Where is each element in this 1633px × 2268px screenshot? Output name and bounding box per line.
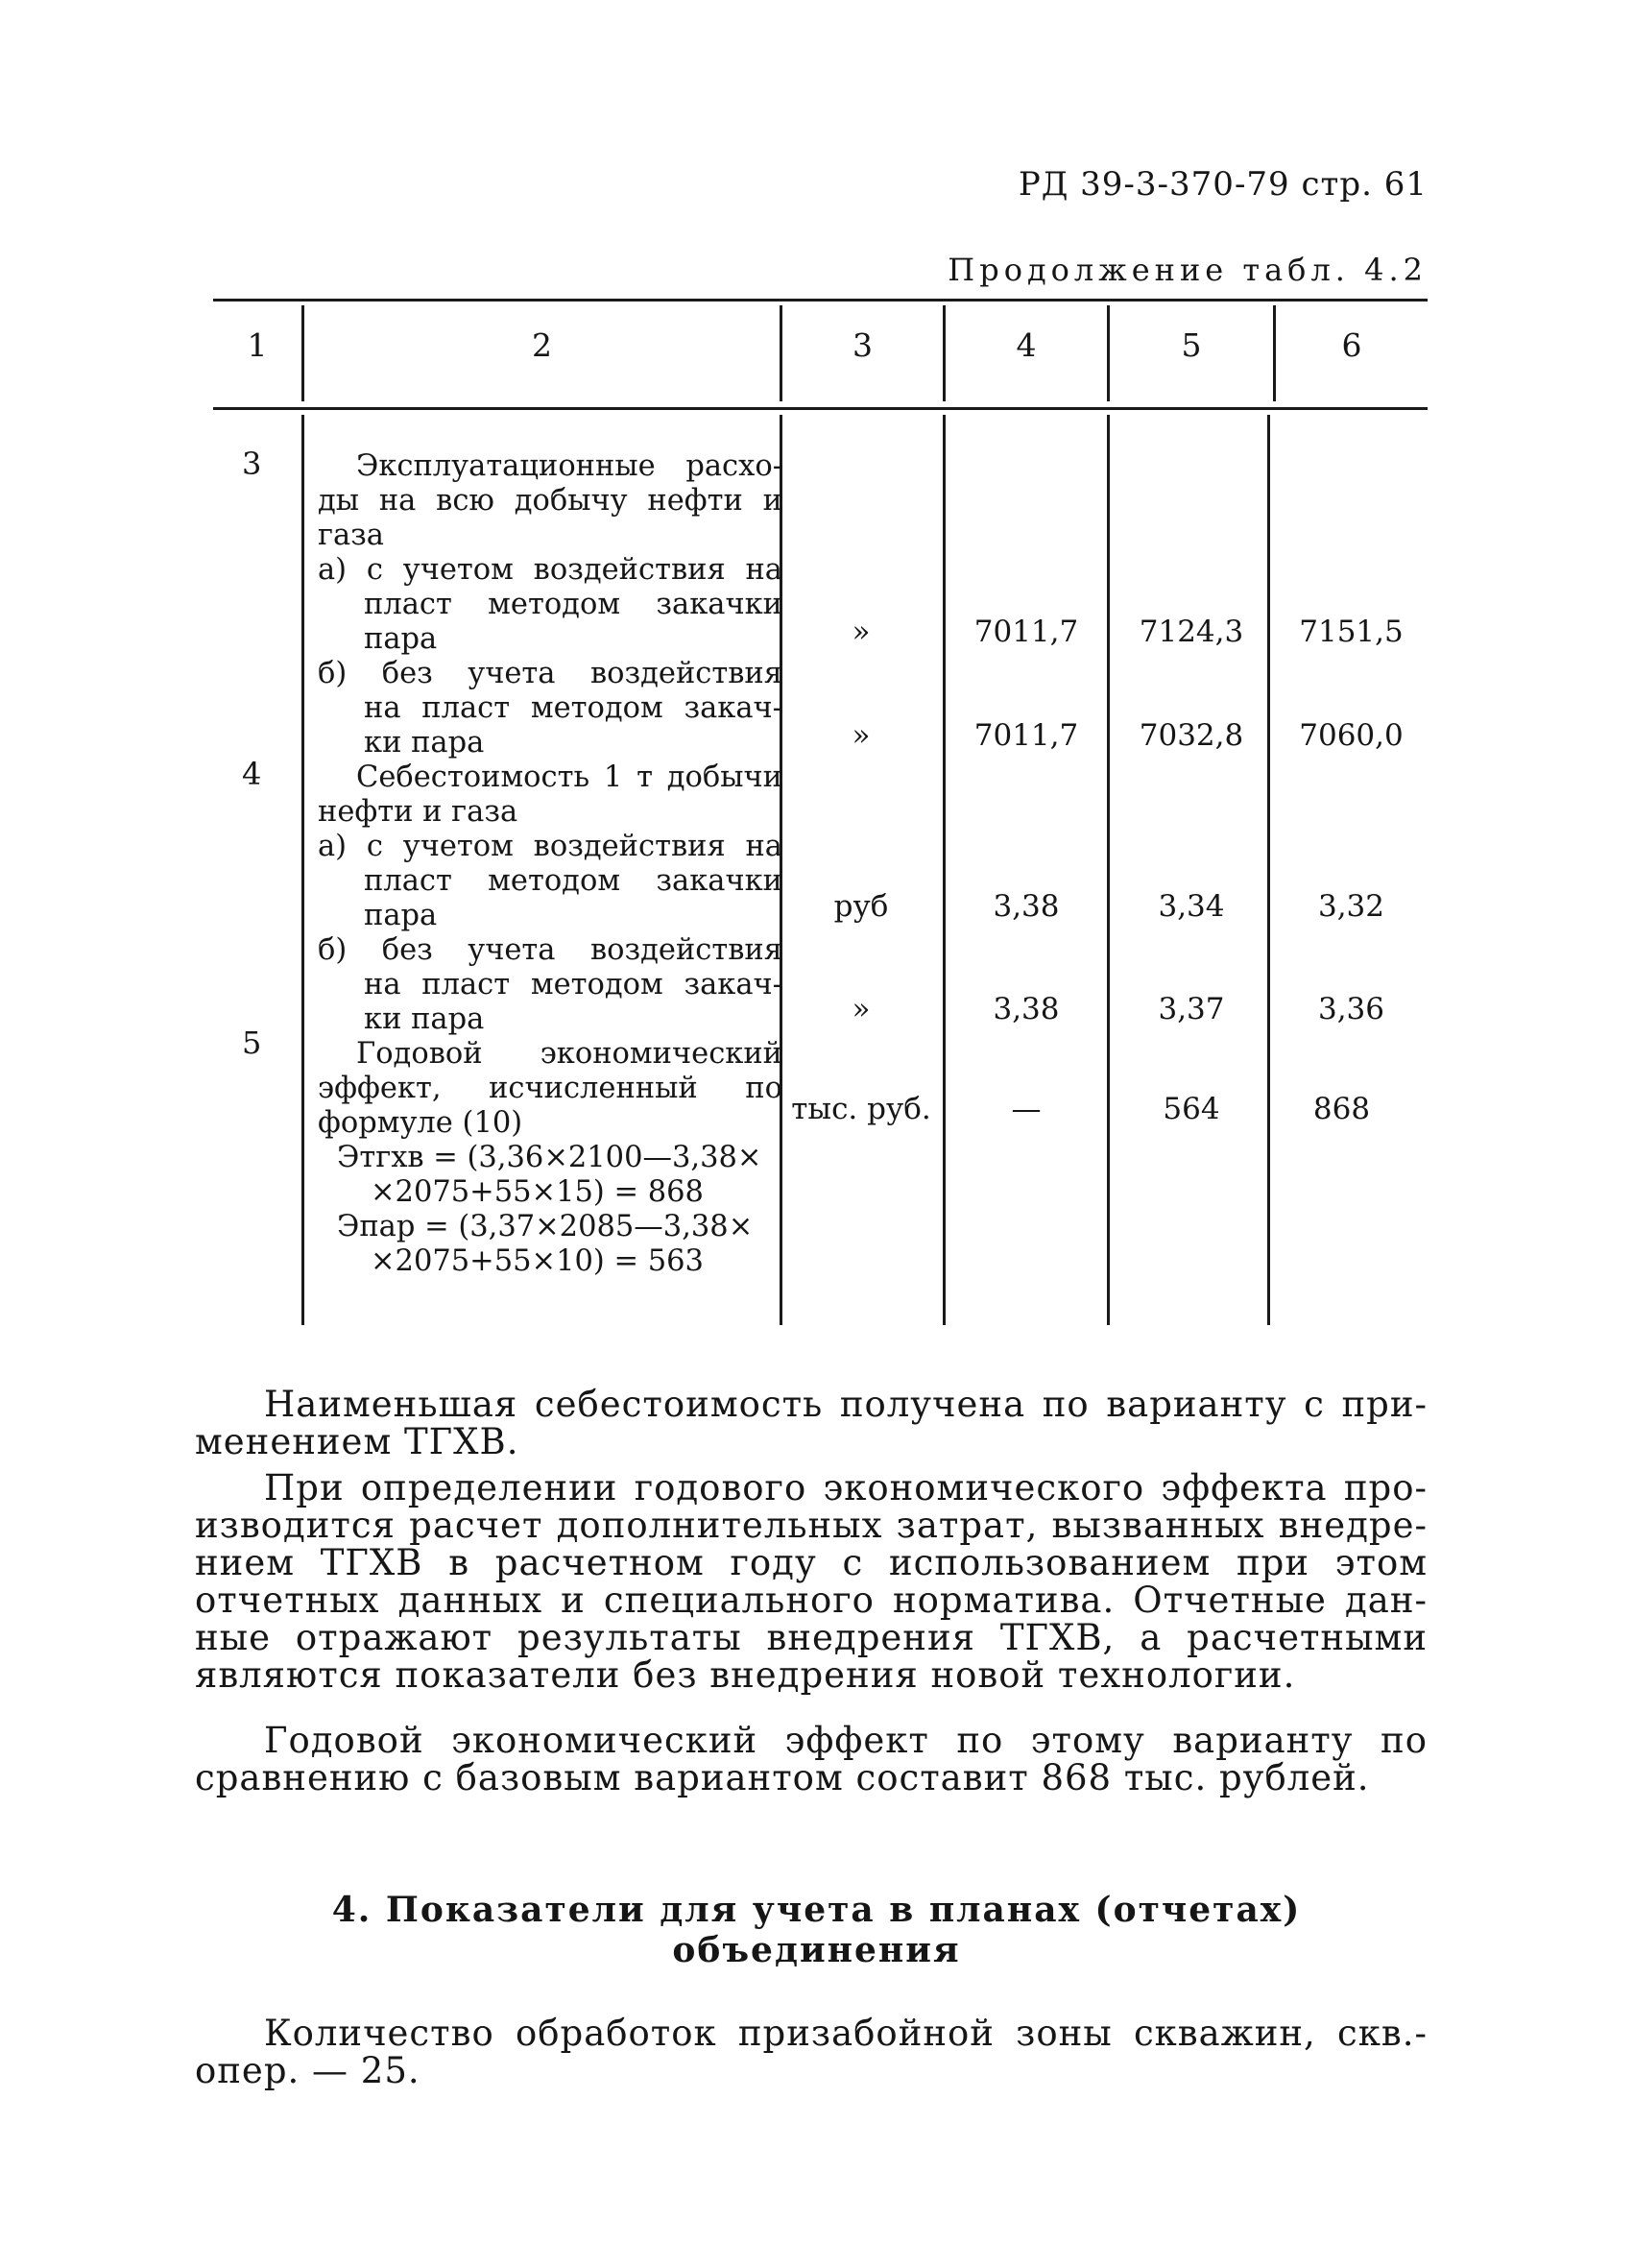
row-number: 3 xyxy=(242,446,262,482)
paragraph-line: менением ТГХВ. xyxy=(195,1421,519,1462)
description-line: пара xyxy=(364,899,438,932)
body-paragraph xyxy=(195,1469,1428,1694)
value-cell: 564 xyxy=(1163,1092,1220,1126)
row-number: 5 xyxy=(242,1025,262,1061)
formula-line: ×2075+55×15) = 868 xyxy=(371,1175,704,1209)
value-cell: 7151,5 xyxy=(1299,615,1404,649)
paragraph-line: сравнению с базовым вариантом составит 868 тыс. рублей. xyxy=(195,1757,1370,1798)
description-line: пласт методом закачки xyxy=(364,588,782,621)
document-reference: РД 39-3-370-79 стр. 61 xyxy=(1018,165,1428,204)
unit-cell: тыс. руб. xyxy=(791,1092,931,1126)
description-line: Эксплуатационные расхо- xyxy=(356,449,782,483)
paragraph-line: изводится расчет дополнительных затрат, вызванных внедре- xyxy=(195,1505,1428,1546)
body-paragraph xyxy=(195,2015,1428,2089)
paragraph-line: Годовой экономический эффект по этому варианту по xyxy=(264,1720,1428,1761)
description-line: б) без учета воздействия xyxy=(318,657,782,690)
table-column-divider xyxy=(1107,415,1110,1325)
paragraph-line: ные отражают результаты внедрения ТГХВ, а расчетными xyxy=(195,1617,1428,1658)
table-continuation-label: Продолжение табл. 4.2 xyxy=(948,252,1428,288)
table-column-divider xyxy=(1267,415,1270,1325)
value-cell: 3,37 xyxy=(1158,992,1225,1026)
table-top-rule xyxy=(213,299,1428,302)
unit-cell: » xyxy=(852,992,871,1026)
table-column-divider xyxy=(301,415,304,1325)
description-line: Годовой экономический xyxy=(356,1037,782,1071)
value-cell: 7060,0 xyxy=(1299,718,1404,753)
row-description xyxy=(318,760,782,1037)
paragraph-line: опер. — 25. xyxy=(195,2050,420,2091)
formula-line: ×2075+55×10) = 563 xyxy=(371,1244,704,1278)
description-line: нефти и газа xyxy=(318,795,518,829)
paragraph-line: нием ТГХВ в расчетном году с использованием при этом xyxy=(195,1542,1428,1583)
unit-cell: руб xyxy=(833,889,889,924)
unit-cell: » xyxy=(852,615,871,649)
description-line: ды на всю добычу нефти и xyxy=(318,484,782,518)
value-cell: — xyxy=(1011,1092,1042,1126)
description-line: эффект, исчисленный по xyxy=(318,1072,782,1105)
formula-line: Эпар = (3,37×2085—3,38× xyxy=(337,1210,754,1243)
body-paragraph xyxy=(195,1722,1428,1797)
value-cell: 3,36 xyxy=(1317,992,1385,1026)
row-description xyxy=(318,1037,782,1279)
description-line: пласт методом закачки xyxy=(364,864,782,898)
value-cell: 7011,7 xyxy=(973,615,1079,649)
value-cell: 868 xyxy=(1312,1092,1371,1126)
description-line: на пласт методом закач- xyxy=(364,691,782,725)
description-line: на пласт методом закач- xyxy=(364,968,782,1001)
value-cell: 7011,7 xyxy=(973,718,1079,753)
paragraph-line: являются показатели без внедрения новой технологии. xyxy=(195,1654,1296,1696)
description-line: пара xyxy=(364,622,438,656)
table-column-divider xyxy=(943,415,946,1325)
description-line: ки пара xyxy=(364,726,485,760)
value-cell: 7032,8 xyxy=(1139,718,1244,753)
description-line: б) без учета воздействия xyxy=(318,933,782,967)
description-line: а) с учетом воздействия на xyxy=(318,553,782,587)
paragraph-line: отчетных данных и специального норматива. Отчетные дан- xyxy=(195,1580,1428,1621)
body-paragraph xyxy=(195,1386,1428,1460)
value-cell: 3,34 xyxy=(1158,889,1225,924)
description-line: а) с учетом воздействия на xyxy=(318,830,782,863)
value-cell: 7124,3 xyxy=(1139,615,1244,649)
paragraph-line: Наименьшая себестоимость получена по варианту с при- xyxy=(264,1384,1428,1425)
column-number: 6 xyxy=(1341,326,1362,364)
description-line: Себестоимость 1 т добычи xyxy=(356,760,782,794)
description-line: газа xyxy=(318,519,384,552)
formula-line: Этгхв = (3,36×2100—3,38× xyxy=(337,1141,762,1174)
column-number: 2 xyxy=(532,326,552,364)
description-line: формуле (10) xyxy=(318,1106,523,1140)
unit-cell: » xyxy=(852,718,871,753)
row-description xyxy=(318,449,782,760)
column-number: 4 xyxy=(1016,326,1037,364)
value-cell: 3,38 xyxy=(993,889,1060,924)
value-cell: 3,38 xyxy=(993,992,1060,1026)
section-title-line: объединения xyxy=(672,1930,961,1970)
description-line: ки пара xyxy=(364,1002,485,1036)
column-number: 5 xyxy=(1181,326,1202,364)
section-title-line: 4. Показатели для учета в планах (отчетах) xyxy=(331,1890,1302,1930)
column-number: 3 xyxy=(853,326,873,364)
value-cell: 3,32 xyxy=(1317,889,1385,924)
table-header-rule xyxy=(213,407,1428,410)
row-number: 4 xyxy=(242,756,262,792)
paragraph-line: Количество обработок призабойной зоны скважин, скв.- xyxy=(264,2013,1428,2054)
column-number: 1 xyxy=(247,326,268,364)
section-title xyxy=(0,1890,1633,1970)
paragraph-line: При определении годового экономического эффекта про- xyxy=(264,1467,1428,1508)
